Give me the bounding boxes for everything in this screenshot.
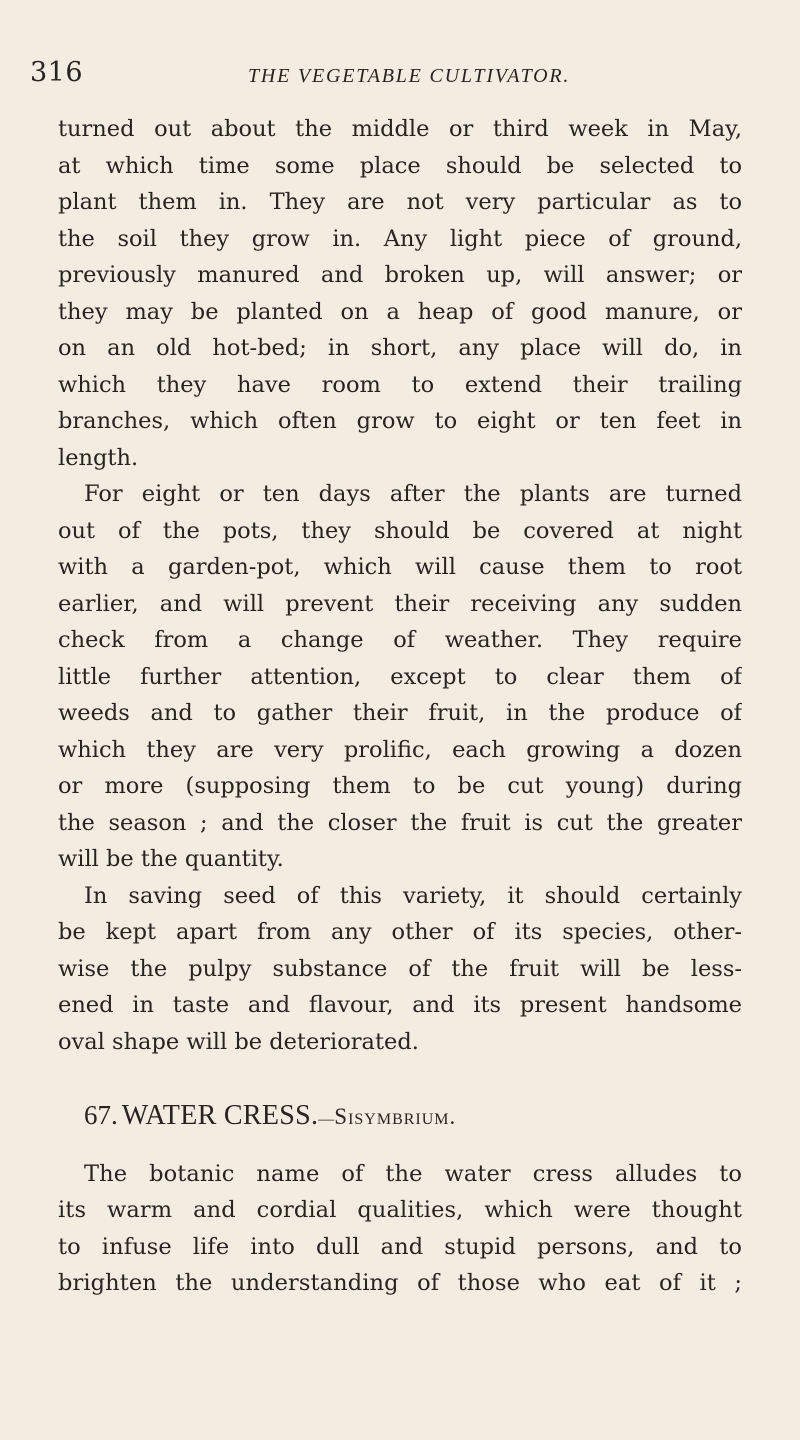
- paragraph-1-line-8: which they have room to extend their trailing: [58, 372, 742, 398]
- paragraph-3-line-5: oval shape will be deteriorated.: [58, 1029, 419, 1055]
- paragraph-2-line-8: which they are very prolific, each growing a dozen: [58, 737, 742, 763]
- final-paragraph-line-2: its warm and cordial qualities, which were thought: [58, 1197, 742, 1223]
- paragraph-2-line-5: check from a change of weather. They require: [58, 627, 742, 653]
- section-number: 67.: [84, 1100, 118, 1130]
- paragraph-2-line-7: weeds and to gather their fruit, in the produce of: [58, 700, 742, 726]
- paragraph-2-line-9: or more (supposing them to be cut young) during: [58, 773, 742, 799]
- paragraph-3-line-1: In saving seed of this variety, it should certainly: [84, 883, 742, 909]
- paragraph-3-line-2: be kept apart from any other of its species, other-: [58, 919, 742, 945]
- paragraph-1-line-6: they may be planted on a heap of good manure, or: [58, 299, 742, 325]
- section-dash: —: [318, 1111, 335, 1128]
- paragraph-1-line-3: plant them in. They are not very particular as to: [58, 189, 742, 215]
- paragraph-1-line-5: previously manured and broken up, will answer; or: [58, 262, 742, 288]
- running-head: THE VEGETABLE CULTIVATOR.: [248, 65, 571, 87]
- paragraph-3-line-4: ened in taste and flavour, and its present handsome: [58, 992, 742, 1018]
- paragraph-3-line-3: wise the pulpy substance of the fruit will be less-: [58, 956, 742, 982]
- paragraph-2-line-4: earlier, and will prevent their receiving any sudden: [58, 591, 742, 617]
- final-paragraph-line-1: The botanic name of the water cress alludes to: [84, 1161, 742, 1187]
- paragraph-1-line-10: length.: [58, 445, 139, 471]
- paragraph-2-line-2: out of the pots, they should be covered at night: [58, 518, 742, 544]
- paragraph-1-line-2: at which time some place should be selected to: [58, 153, 742, 179]
- paragraph-2-line-1: For eight or ten days after the plants are turned: [84, 481, 742, 507]
- paragraph-1-line-9: branches, which often grow to eight or ten feet in: [58, 408, 742, 434]
- paragraph-1-line-4: the soil they grow in. Any light piece of ground,: [58, 226, 742, 252]
- page-number: 316: [30, 57, 84, 88]
- section-title: WATER CRESS.: [121, 1100, 319, 1131]
- section-heading: [84, 1095, 456, 1135]
- paragraph-1-line-1: turned out about the middle or third week in May,: [58, 116, 742, 142]
- final-paragraph-line-3: to infuse life into dull and stupid persons, and to: [58, 1234, 742, 1260]
- paragraph-2-line-11: will be the quantity.: [58, 846, 284, 872]
- paragraph-2-line-6: little further attention, except to clear them of: [58, 664, 742, 690]
- paragraph-2-line-10: the season ; and the closer the fruit is cut the greater: [58, 810, 742, 836]
- paragraph-1-line-7: on an old hot-bed; in short, any place will do, in: [58, 335, 742, 361]
- final-paragraph-line-4: brighten the understanding of those who eat of it ;: [58, 1270, 742, 1296]
- paragraph-2-line-3: with a garden-pot, which will cause them to root: [58, 554, 742, 580]
- section-scientific-name: Sisymbrium.: [334, 1104, 457, 1129]
